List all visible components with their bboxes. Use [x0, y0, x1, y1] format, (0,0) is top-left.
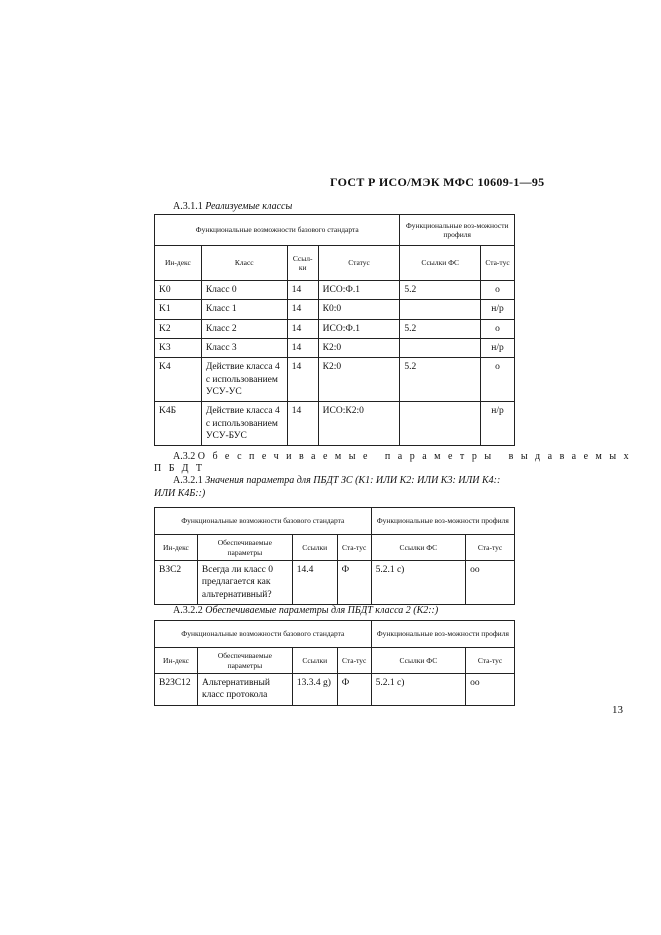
table-class2-parameters	[154, 620, 515, 706]
section-heading: Обеспечиваемые параметры для ПБДТ класса 2 (К2::)	[205, 605, 439, 616]
col-header-refs: Ссыл-ки	[287, 246, 318, 281]
table-parameter-values	[154, 507, 515, 605]
table-row: K4Б Действие класса 4 с использованием УСУ-БУС 14 ИСО:К2:0 н/р	[155, 402, 515, 446]
section-heading: Обеспечиваемые параметры выдаваемых	[197, 451, 637, 462]
group-header-profile: Функциональные воз-можности профиля	[371, 508, 514, 535]
group-header-base: Функциональные возможности базового стандарта	[155, 508, 372, 535]
col-header-fs-status: Ста-тус	[466, 535, 515, 561]
col-header-fs-refs: Ссылки ФС	[371, 648, 466, 674]
col-header-params: Обеспечиваемые параметры	[197, 648, 292, 674]
col-header-status: Статус	[318, 246, 400, 281]
section-title-a3-2-2	[173, 605, 438, 616]
col-header-status: Ста-тус	[337, 535, 371, 561]
section-number: A.3.2.2	[173, 605, 203, 616]
group-header-base: Функциональные возможности базового стандарта	[155, 621, 372, 648]
col-header-fs-status: Ста-тус	[481, 246, 515, 281]
page-number: 13	[612, 704, 623, 716]
table-row: K1 Класс 1 14 К0:0 н/р	[155, 300, 515, 319]
table-row: K3 Класс 3 14 К2:0 н/р	[155, 339, 515, 358]
table-row: K4 Действие класса 4 с использованием УСУ-УС 14 К2:0 5.2 о	[155, 358, 515, 402]
table-row: В2ЗС12 Альтернативный класс протокола 13.3.4 g) Ф 5.2.1 с) оо	[155, 674, 515, 706]
group-header-profile: Функциональные воз-можности профиля	[371, 621, 514, 648]
section-heading: Реализуемые классы	[205, 201, 293, 212]
col-header-status: Ста-тус	[337, 648, 371, 674]
table-implemented-classes	[154, 214, 515, 446]
section-number: A.3.1.1	[173, 201, 203, 212]
section-title-a3-2	[173, 451, 636, 462]
table-row: ВЗС2 Всегда ли класс 0 предлагается как альтернативный? 14.4 Ф 5.2.1 с) оо	[155, 561, 515, 605]
col-header-index: Ин-декс	[155, 535, 198, 561]
col-header-fs-refs: Ссылки ФС	[371, 535, 466, 561]
section-number: A.3.2.1	[173, 475, 203, 486]
table-row: K2 Класс 2 14 ИСО:Ф.1 5.2 о	[155, 319, 515, 338]
section-heading-cont: ИЛИ К4Б::)	[154, 488, 206, 499]
col-header-refs: Ссылки	[292, 535, 337, 561]
section-title-a3-2-1	[173, 475, 500, 486]
col-header-refs: Ссылки	[292, 648, 337, 674]
col-header-fs-status: Ста-тус	[466, 648, 515, 674]
section-heading-cont: ПБДТ	[154, 463, 210, 474]
group-header-profile: Функциональные воз-можности профиля	[400, 215, 515, 246]
col-header-index: Ин-декс	[155, 648, 198, 674]
section-number: A.3.2	[173, 451, 196, 462]
group-header-base: Функциональные возможности базового стандарта	[155, 215, 400, 246]
col-header-fs-refs: Ссылки ФС	[400, 246, 481, 281]
col-header-index: Ин-декс	[155, 246, 202, 281]
table-row: K0 Класс 0 14 ИСО:Ф.1 5.2 о	[155, 281, 515, 300]
col-header-params: Обеспечиваемые параметры	[197, 535, 292, 561]
section-title-a3-1-1	[173, 201, 292, 212]
document-header: ГОСТ Р ИСО/МЭК МФС 10609-1—95	[330, 175, 545, 189]
col-header-class: Класс	[201, 246, 287, 281]
section-heading: Значения параметра для ПБДТ ЗС (К1: ИЛИ К2: ИЛИ К3: ИЛИ К4::	[205, 475, 501, 486]
